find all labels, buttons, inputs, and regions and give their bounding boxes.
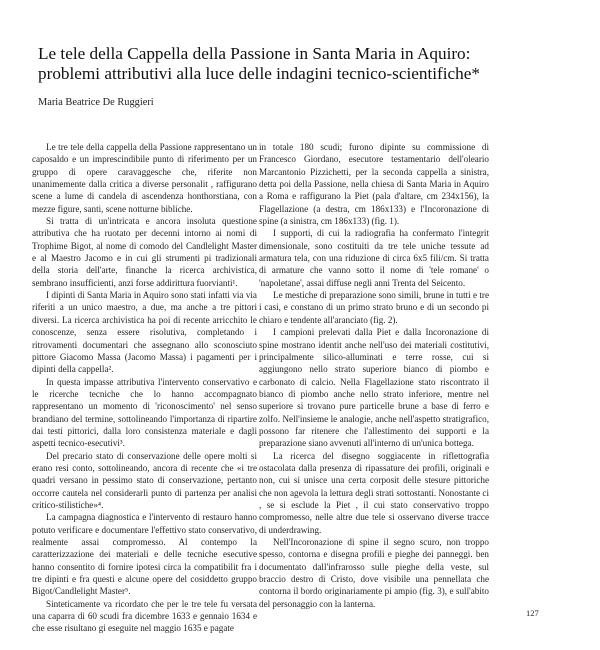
article-title bbox=[38, 44, 558, 84]
paragraph: Le mestiche di preparazione sono simili, brune in tutti e tre i casi, e constano di un primo strato bruno e di un secondo pi chiaro e tendente all'aranciato (fig. 2). bbox=[259, 290, 489, 325]
paragraph: Del precario stato di conservazione delle opere molti si erano resi conto, sottolineando, ancora di recente che «i tre quadri versano in pessimo stato di conservazione, pertanto occorre cautela nel considerarli punto di partenza per analisi critico-stilistiche»⁴. bbox=[32, 450, 257, 510]
paragraph: Si tratta di un'intricata e ancora insoluta questione attributiva che ha ruotato per decenni intorno ai nomi di Trophime Bigot, al nome di comodo del Candlelight Master e al Maestro Jacomo e in cui gli strumenti pi tradizionali della storia dell'arte, finanche la ricerca archivistica, sembrano insufficienti, anzi forse addirittura fuorvianti¹. bbox=[32, 216, 257, 288]
right-column bbox=[259, 141, 489, 610]
paragraph: in totale 180 scudi; furono dipinte su commissione di Francesco Giordano, esecutore testamentario dell'oleario Marcantonio Pizzichetti, per la seconda cappella a sinistra, detta poi della Passione, nella chiesa di Santa Maria in Aquiro a Roma e raffigurano la Piet (pala d'altare, cm 234x156), la Flagellazione (a destra, cm 186x133) e l'Incoronazione di spine (a sinistra, cm 186x133) (fig. 1). bbox=[259, 142, 489, 227]
paragraph: Sinteticamente va ricordato che per le tre tele fu versata una caparra di 60 scudi fra dicembre 1633 e gennaio 1634 e che esse risultano gi eseguite nel maggio 1635 e pagate bbox=[32, 598, 257, 634]
paragraph: Nell'Incoronazione di spine il segno scuro, non troppo spesso, contorna e disegna profili e pieghe dei panneggi. ben documentato dall'infrarosso sulle pieghe della veste, sul braccio destro di Cristo, dove visibile una pennellata che contorna il bordo originariamente pi ampio (fig. 3), e sull'abito del personaggio con la lanterna. bbox=[259, 537, 489, 609]
author-name: Maria Beatrice De Ruggieri bbox=[38, 97, 154, 108]
paragraph: La campagna diagnostica e l'intervento di restauro hanno potuto verificare e documentare l'effettivo stato conservativo, realmente assai compromesso. Al contempo la caratterizzazione dei materiali e delle tecniche esecutive hanno consentito di fornire ipotesi circa la compatibilit fra i tre dipinti e fra questi e alcune opere del cosiddetto gruppo Bigot/Candlelight Master⁵. bbox=[32, 512, 257, 597]
paragraph: I campioni prelevati dalla Piet e dalla Incoronazione di spine mostrano identit anche nell'uso dei materiali costitutivi, principalmente silico-alluminati e terre rosse, cui si aggiungono nello strato superiore bianco di piombo e carbonato di calcio. Nella Flagellazione stato riscontrato il bianco di piombo anche nello strato inferiore, mentre nel superiore si trovano pure particelle brune a base di ferro e zolfo. Nell'insieme le analogie, anche nell'aspetto stratigrafico, possono far ritenere che l'allestimento dei supporti e la preparazione siano avvenuti all'interno di un'unica bottega. bbox=[259, 327, 489, 449]
title-line-2: problemi attributivi alla luce delle indagini tecnico-scientifiche* bbox=[38, 64, 480, 83]
title-line-1: Le tele della Cappella della Passione in Santa Maria in Aquiro: bbox=[38, 44, 471, 63]
paragraph: I dipinti di Santa Maria in Aquiro sono stati infatti via via riferiti a un unico maestro, a due, ma anche a tre pittori diversi. La ricerca archivistica ha poi di recente arricchito le conoscenze, senza essere risolutiva, completando i ritrovamenti documentari che assegnano allo sconosciuto pittore Giacomo Massa (Jacomo Massa) i pagamenti per i dipinti della cappella². bbox=[32, 290, 257, 375]
paragraph: I supporti, di cui la radiografia ha confermato l'integrit dimensionale, sono costituiti da tre tele uniche tessute ad armatura tela, con una riduzione di circa 6x5 fili/cm. Si tratta di armature che vanno sotto il nome di 'tele romane' o 'napoletane', assai diffuse negli anni Trenta del Seicento. bbox=[259, 228, 489, 288]
page-number: 127 bbox=[526, 608, 539, 618]
left-column bbox=[32, 141, 257, 635]
paragraph: La ricerca del disegno soggiacente in riflettografia ostacolata dalla presenza di ripassature dei profili, originali e non, cui si unisce una certa corposit delle stesure pittoriche che non agevola la lettura degli strati sottostanti. Nonostante ci , se si esclude la Piet , il cui stato conservativo troppo compromesso, nelle altre due tele si osservano diverse tracce di underdrawing. bbox=[259, 450, 489, 535]
paragraph: In questa impasse attributiva l'intervento conservativo e le ricerche tecniche che lo hanno accompagnato rappresentano un momento di 'riconoscimento' nel senso brandiano del termine, sottolineando l'importanza di ripartire dai testi pittorici, dalla loro consistenza materiale e dagli aspetti tecnico-esecutivi³. bbox=[32, 376, 257, 449]
paragraph: Le tre tele della cappella della Passione rappresentano un caposaldo e un imprescindibile punto di riferimento per un gruppo di opere caravaggesche che, riferite non unanimemente dalla critica a diverse personalit , raffigurano scene a lume di candela di ascendenza honthorstiana, con mezze figure, santi, scene notturne bibliche. bbox=[32, 142, 257, 214]
